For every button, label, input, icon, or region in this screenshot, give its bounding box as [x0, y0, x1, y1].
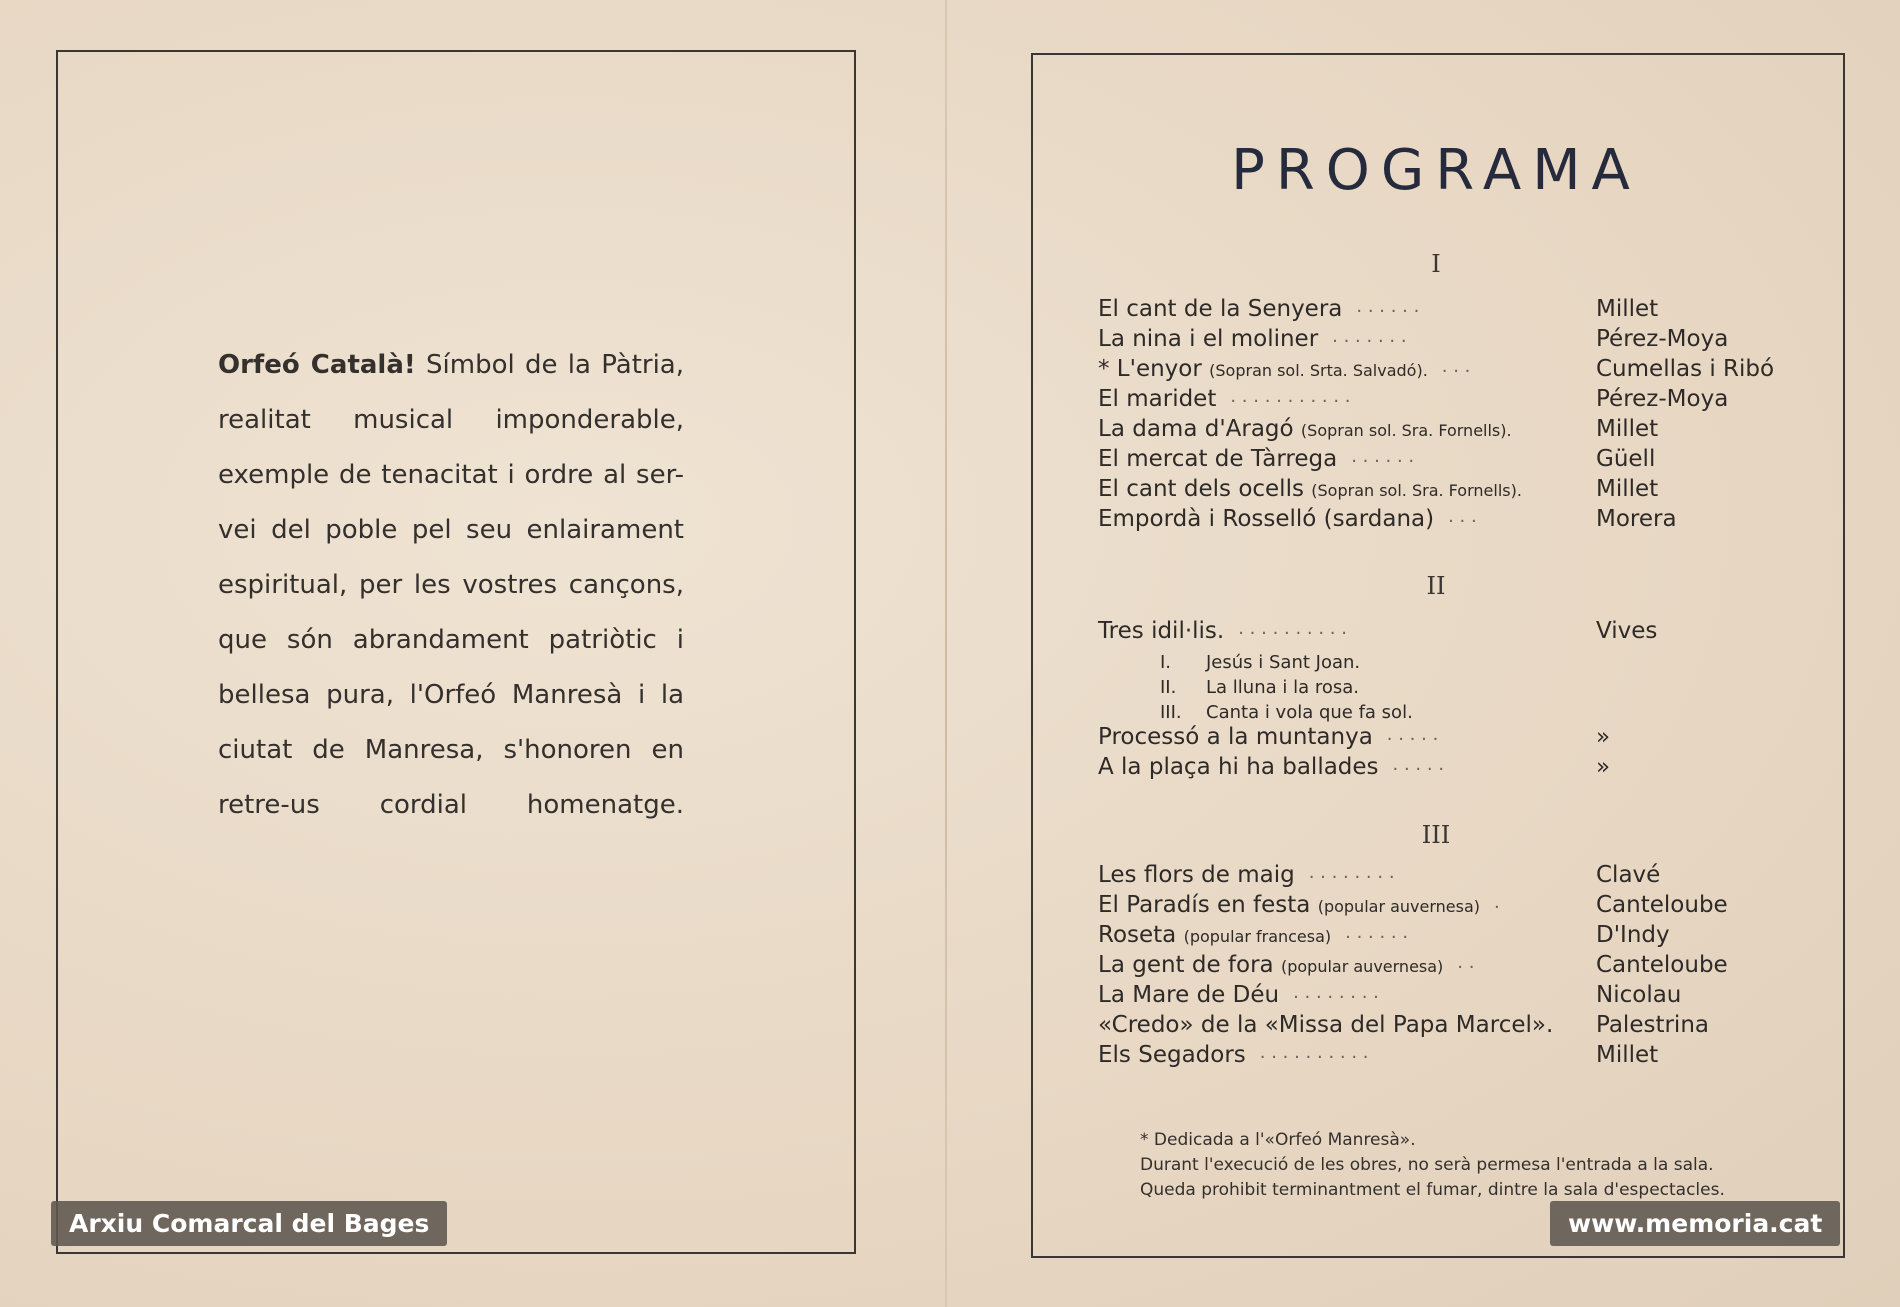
program-item [1098, 1012, 1798, 1042]
homage-text-run: retre-us cordial homenatge. [218, 790, 684, 820]
sub-movement-number: I. [1160, 652, 1172, 673]
sub-movement-title: Canta i vola que fa sol. [1206, 702, 1413, 723]
piece-title [1098, 952, 1443, 978]
leader-dots: . . [1457, 952, 1475, 973]
program-item [1098, 724, 1798, 754]
homage-text-run: que són abrandament patriòtic i [218, 625, 684, 655]
leader-dots: . . . [1441, 356, 1471, 377]
composer-name: Pérez-Moya [1596, 386, 1729, 412]
composer-name: Millet [1596, 1042, 1659, 1068]
homage-text-run: exemple de tenacitat i ordre al ser- [218, 460, 684, 490]
sub-movement-number: III. [1160, 702, 1182, 723]
program-item [1098, 296, 1798, 326]
program-title: PROGRAMA [1231, 138, 1641, 203]
piece-title [1098, 356, 1428, 382]
leader-dots: . . . . . . . . . . [1238, 618, 1347, 639]
piece-title [1098, 296, 1342, 322]
homage-text-run: realitat musical imponderable, [218, 405, 684, 435]
homage-line [218, 448, 684, 503]
piece-name: Els Segadors [1098, 1042, 1246, 1068]
homage-text-run: bellesa pura, l'Orfeó Manresà i la [218, 680, 684, 710]
right-page-frame [1031, 53, 1845, 1258]
homage-line [218, 393, 684, 448]
piece-title [1098, 862, 1295, 888]
piece-title [1098, 446, 1337, 472]
homage-text-run: Símbol de la Pàtria, [415, 350, 684, 380]
piece-title [1098, 618, 1224, 644]
program-item [1098, 862, 1798, 892]
program-item [1098, 416, 1798, 446]
composer-name: Morera [1596, 506, 1677, 532]
leader-dots: . . . . . [1386, 724, 1439, 745]
program-item [1098, 952, 1798, 982]
homage-text-run: ciutat de Manresa, s'honoren en [218, 735, 684, 765]
piece-title [1098, 922, 1331, 948]
sub-movement [1160, 702, 1413, 723]
sub-movement [1160, 652, 1360, 673]
composer-name: Palestrina [1596, 1012, 1709, 1038]
piece-title [1098, 754, 1379, 780]
piece-name: La nina i el moliner [1098, 326, 1319, 352]
piece-title [1098, 1042, 1246, 1068]
piece-title [1098, 416, 1512, 442]
composer-name: » [1596, 754, 1611, 780]
leader-dots: . . . . . . . . . . [1259, 1042, 1369, 1063]
homage-line [218, 723, 684, 778]
sub-movement-title: La lluna i la rosa. [1206, 677, 1359, 698]
composer-name: Vives [1596, 618, 1658, 644]
composer-name: Canteloube [1596, 952, 1728, 978]
piece-name: El Paradís en festa [1098, 892, 1311, 918]
section-number: II [1426, 572, 1446, 600]
homage-text [218, 338, 684, 833]
composer-name: Pérez-Moya [1596, 326, 1729, 352]
piece-note: (Sopran sol. Srta. Salvadó). [1209, 361, 1428, 380]
leader-dots: . . . . . . [1345, 922, 1409, 943]
program-item [1098, 506, 1798, 536]
piece-title [1098, 892, 1480, 918]
homage-emphasis: Orfeó Català! [218, 350, 416, 380]
piece-name: Roseta [1098, 922, 1177, 948]
piece-name: El mercat de Tàrrega [1098, 446, 1338, 472]
sub-movement [1160, 677, 1359, 698]
homage-line [218, 558, 684, 613]
composer-name: Canteloube [1596, 892, 1728, 918]
homage-line [218, 668, 684, 723]
leader-dots: . . . . . . . . [1293, 982, 1379, 1003]
leader-dots: . [1494, 892, 1500, 913]
program-footnote: * Dedicada a l'«Orfeó Manresà». [1140, 1130, 1416, 1150]
homage-line [218, 503, 684, 558]
piece-name: * L'enyor [1098, 356, 1202, 382]
piece-title [1098, 1012, 1553, 1038]
program-item [1098, 476, 1798, 506]
piece-note: (popular francesa) [1183, 927, 1332, 946]
piece-title [1098, 982, 1279, 1008]
program-item [1098, 922, 1798, 952]
leader-dots: . . . . . . . [1332, 326, 1407, 347]
piece-note: (Sopran sol. Sra. Fornells). [1300, 421, 1512, 440]
piece-note: (Sopran sol. Sra. Fornells). [1311, 481, 1522, 500]
sub-movement-title: Jesús i Sant Joan. [1206, 652, 1361, 673]
program-footnote: Durant l'execució de les obres, no serà permesa l'entrada a la sala. [1140, 1155, 1714, 1175]
program-item [1098, 326, 1798, 356]
composer-name: Güell [1596, 446, 1656, 472]
piece-title [1098, 724, 1373, 750]
piece-name: La dama d'Aragó [1098, 416, 1294, 442]
program-item [1098, 356, 1798, 386]
piece-name: El cant dels ocells [1098, 476, 1304, 502]
program-item [1098, 892, 1798, 922]
program-item [1098, 1042, 1798, 1072]
piece-name: El maridet [1098, 386, 1217, 412]
composer-name: Clavé [1596, 862, 1661, 888]
homage-line [218, 613, 684, 668]
website-watermark: www.memoria.cat [1550, 1201, 1840, 1246]
sub-movement-number: II. [1160, 677, 1177, 698]
composer-name: Millet [1596, 476, 1659, 502]
composer-name: Cumellas i Ribó [1596, 356, 1775, 382]
piece-note: (popular auvernesa) [1317, 897, 1481, 916]
program-item [1098, 754, 1798, 784]
program-item [1098, 618, 1798, 648]
piece-name: Les flors de maig [1098, 862, 1295, 888]
piece-name: A la plaça hi ha ballades [1098, 754, 1379, 780]
homage-text-run: vei del poble pel seu enlairament [218, 515, 684, 545]
leader-dots: . . . . . . . . . . . [1230, 386, 1351, 407]
piece-name: «Credo» de la «Missa del Papa Marcel». [1098, 1012, 1554, 1038]
piece-note: (popular auvernesa) [1280, 957, 1444, 976]
program-item [1098, 446, 1798, 476]
piece-title [1098, 476, 1522, 502]
piece-name: El cant de la Senyera [1098, 296, 1343, 322]
center-fold [945, 0, 947, 1307]
program-footnote: Queda prohibit terminantment el fumar, dintre la sala d'espectacles. [1140, 1180, 1725, 1200]
section-number: III [1421, 821, 1451, 849]
piece-name: Tres idil·lis. [1098, 618, 1225, 644]
leader-dots: . . . . . . [1356, 296, 1420, 317]
piece-name: La gent de fora [1098, 952, 1274, 978]
homage-text-run: espiritual, per les vostres cançons, [218, 570, 684, 600]
piece-title [1098, 506, 1434, 532]
homage-line [218, 778, 684, 833]
section-number: I [1431, 250, 1441, 278]
program-item [1098, 982, 1798, 1012]
piece-name: La Mare de Déu [1098, 982, 1280, 1008]
program-item [1098, 386, 1798, 416]
leader-dots: . . . . . [1392, 754, 1445, 775]
composer-name: » [1596, 724, 1611, 750]
piece-name: Processó a la muntanya [1098, 724, 1373, 750]
leader-dots: . . . [1448, 506, 1477, 527]
leader-dots: . . . . . . . . [1308, 862, 1395, 883]
piece-name: Empordà i Rosselló (sardana) [1098, 506, 1435, 532]
piece-title [1098, 326, 1318, 352]
leader-dots: . . . . . . [1351, 446, 1415, 467]
composer-name: D'Indy [1596, 922, 1670, 948]
homage-line [218, 338, 684, 393]
composer-name: Nicolau [1596, 982, 1682, 1008]
composer-name: Millet [1596, 296, 1659, 322]
archive-watermark: Arxiu Comarcal del Bages [51, 1201, 447, 1246]
piece-title [1098, 386, 1216, 412]
composer-name: Millet [1596, 416, 1659, 442]
